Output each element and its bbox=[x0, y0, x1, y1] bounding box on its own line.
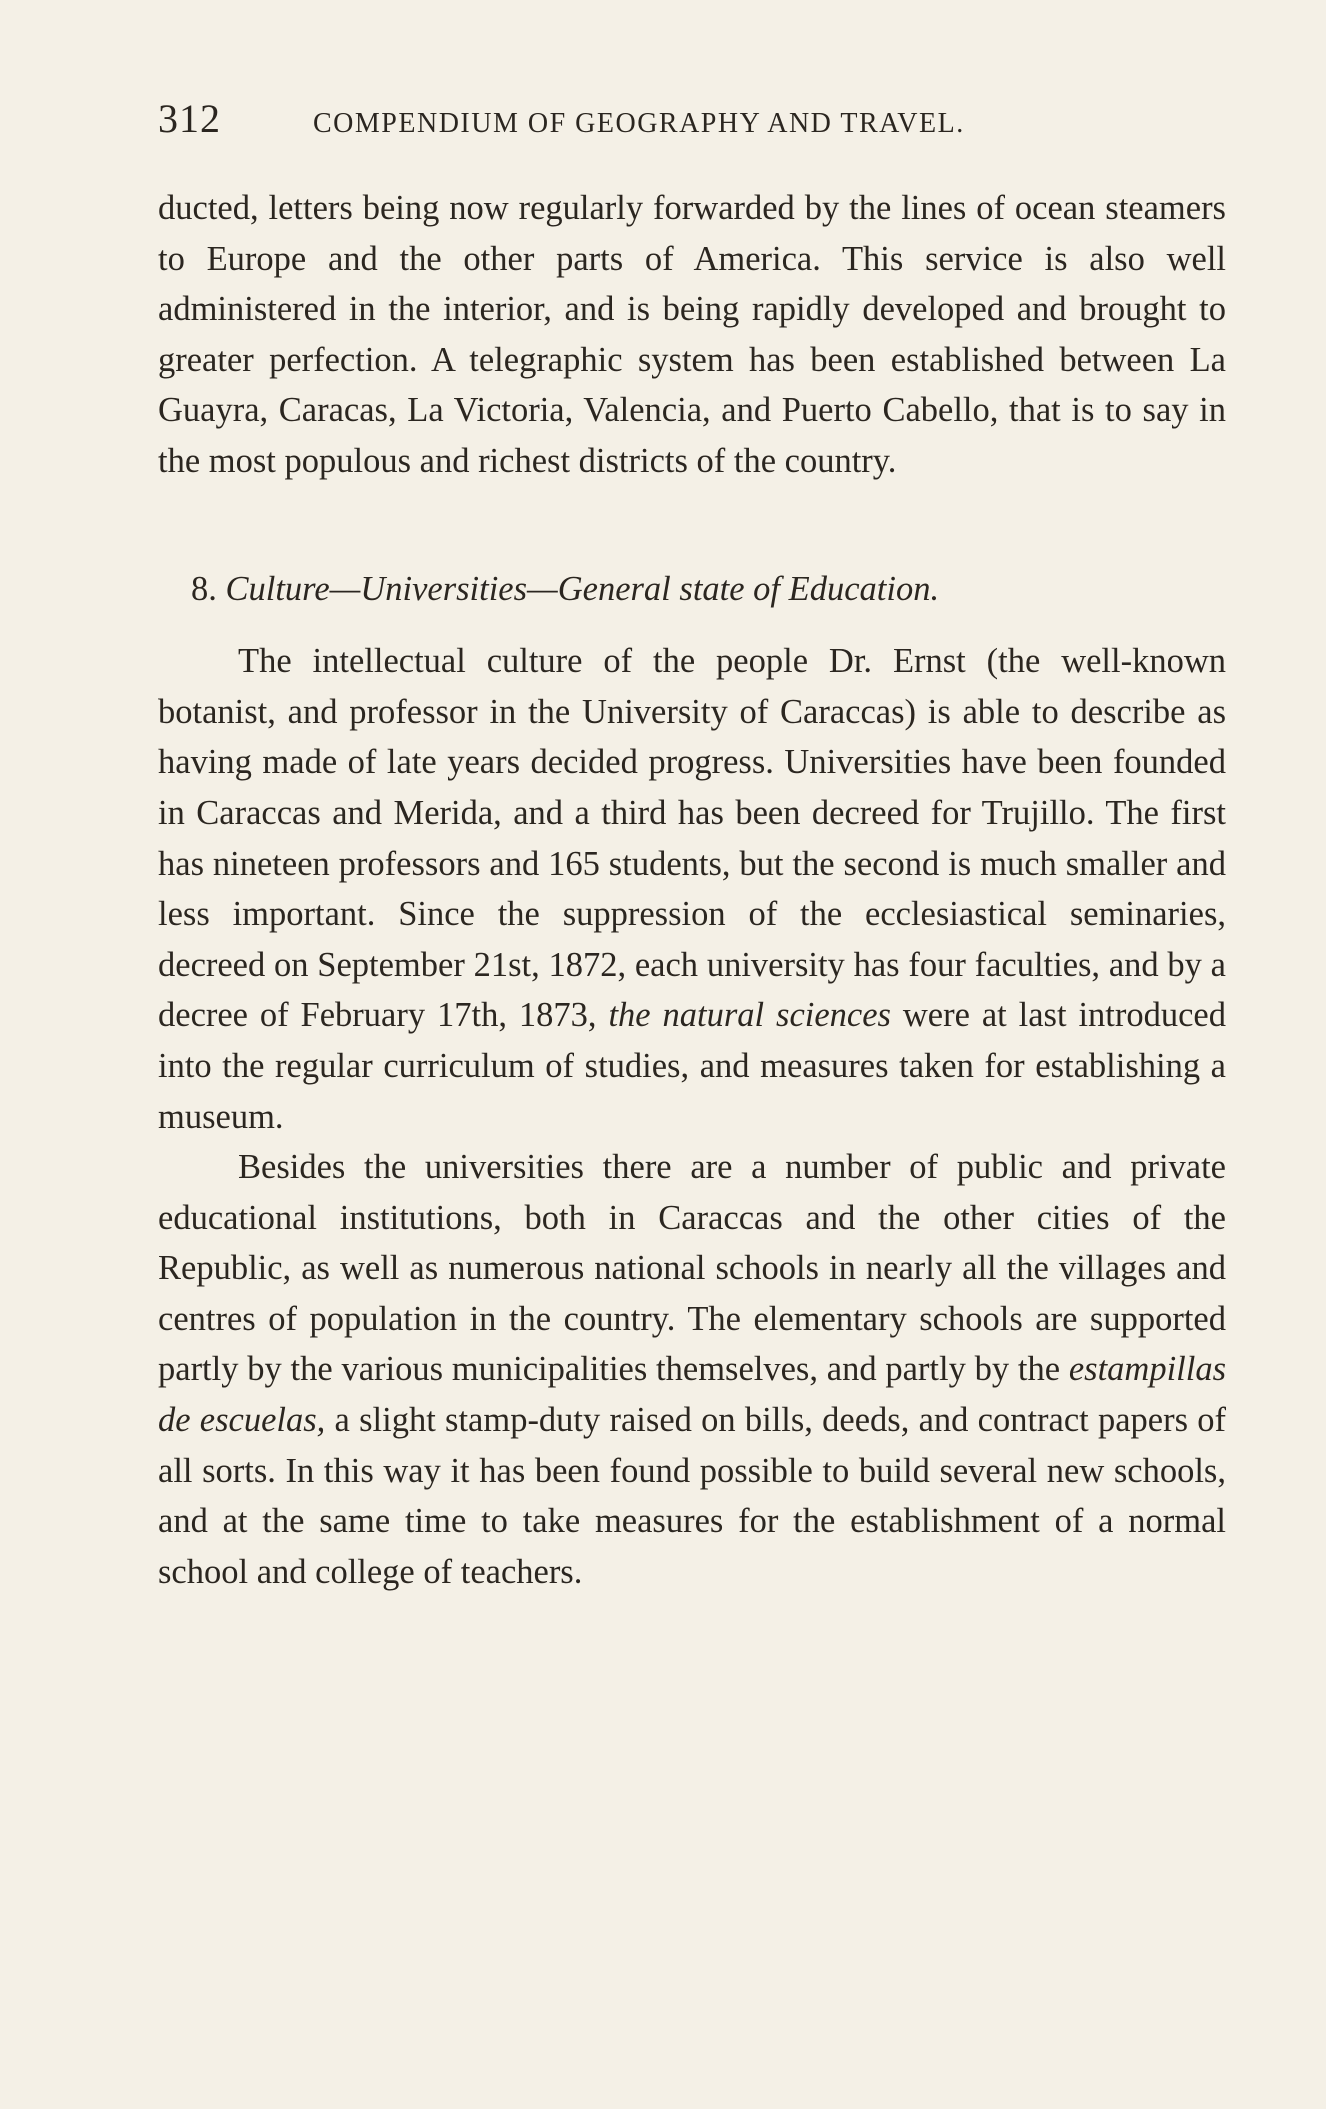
paragraph-schools-text-2: a slight stamp-duty raised on bills, deeds, and contract papers of all sorts. In this way it has been found possible to build several new schools, and at the same time to take measures for the establishment of a normal school and college of teachers. bbox=[158, 1401, 1226, 1591]
section-title: Culture—Universities—General state of Education. bbox=[225, 569, 940, 608]
paragraph-universities-text-2: were at last introduced into the regular curriculum of studies, and measures taken for establishing a museum. bbox=[158, 996, 1226, 1136]
paragraph-schools-text-1: Besides the universities there are a number of public and private educational institutions, both in Caraccas and the other cities of the Republic, as well as numerous national schools in nearly all the villages and centres of population in the country. The elementary schools are supported partly by the various municipalities themselves, and partly by the bbox=[158, 1148, 1226, 1389]
page-body bbox=[158, 183, 1226, 1597]
page-number: 312 bbox=[158, 96, 221, 141]
running-head bbox=[158, 95, 1226, 145]
running-title: COMPENDIUM OF GEOGRAPHY AND TRAVEL. bbox=[313, 108, 965, 139]
paragraph-schools-italic: estampillas de escuelas, bbox=[158, 1350, 1226, 1440]
paragraph-postal-telegraph: ducted, letters being now regularly forwarded by the lines of ocean steamers to Europe and the other parts of America. This service is also well administered in the interior, and is being rapidly developed and brought to greater perfection. A telegraphic system has been established between La Guayra, Caracas, La Victoria, Valencia, and Puerto Cabello, that is to say in the most populous and richest districts of the country. bbox=[158, 189, 1226, 480]
paragraph-universities bbox=[158, 636, 1226, 1142]
paragraph-universities-italic: the natural sciences bbox=[608, 996, 891, 1035]
section-heading bbox=[191, 564, 1226, 615]
paragraph-universities-text-1: The intellectual culture of the people Dr. Ernst (the well-known botanist, and professor in the University of Caraccas) is able to describe as having made of late years decided progress. Universities have been founded in Caraccas and Merida, and a third has been decreed for Trujillo. The first has nineteen professors and 165 students, but the second is much smaller and less important. Since the suppression of the ecclesiastical seminaries, decreed on September 21st, 1872, each university has four faculties, and by a decree of February 17th, 1873, bbox=[158, 642, 1226, 1035]
book-page bbox=[158, 95, 1226, 1597]
paragraph-schools bbox=[158, 1142, 1226, 1597]
section-number: 8. bbox=[191, 569, 217, 608]
